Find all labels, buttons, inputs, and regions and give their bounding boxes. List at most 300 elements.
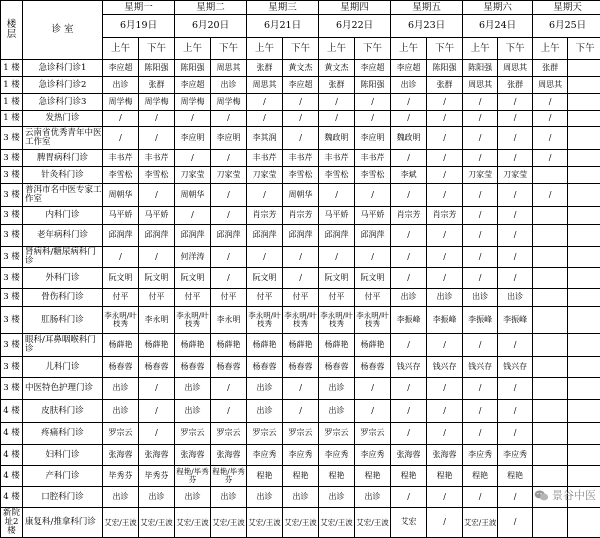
floor-cell: 4 楼 <box>1 466 23 487</box>
doctor-cell: 杨春蓉 <box>139 357 175 378</box>
doctor-cell: / <box>211 150 247 167</box>
department-cell: 急诊科门诊2 <box>23 77 103 94</box>
department-cell: 口腔科门诊 <box>23 487 103 508</box>
doctor-cell: / <box>427 378 463 400</box>
doctor-cell: / <box>463 94 498 111</box>
doctor-cell: 刀家莹 <box>175 167 211 184</box>
doctor-cell: 艾宏/王波 <box>139 508 175 538</box>
floor-cell: 1 楼 <box>1 77 23 94</box>
doctor-cell: 程艳 <box>247 466 283 487</box>
doctor-cell: 张海蓉 <box>211 445 247 466</box>
doctor-cell: 杨春蓉 <box>355 357 391 378</box>
doctor-cell: / <box>211 378 247 400</box>
floor-cell: 3 楼 <box>1 307 23 334</box>
doctor-cell: / <box>283 94 319 111</box>
doctor-cell: 出诊 <box>498 289 533 307</box>
doctor-cell: 李应超 <box>175 77 211 94</box>
weekday-header-row <box>1 1 600 15</box>
department-cell: 眼科/耳鼻咽喉科门诊 <box>23 334 103 357</box>
schedule-row <box>1 150 600 167</box>
doctor-cell: / <box>391 378 427 400</box>
doctor-cell: 周学梅 <box>175 94 211 111</box>
doctor-cell: / <box>533 127 568 150</box>
doctor-cell: 阮文明 <box>319 268 355 289</box>
empty-cell <box>533 445 568 466</box>
doctor-cell: / <box>463 247 498 268</box>
doctor-cell: 邱润萍 <box>355 225 391 247</box>
doctor-cell: / <box>391 487 427 508</box>
doctor-cell: 阮文明 <box>103 268 139 289</box>
date-header: 6月24日 <box>463 15 533 38</box>
doctor-cell: / <box>391 150 427 167</box>
doctor-cell: / <box>247 184 283 207</box>
doctor-cell: / <box>463 423 498 445</box>
afternoon-header: 下午 <box>139 38 175 60</box>
department-cell: 产科门诊 <box>23 466 103 487</box>
doctor-cell: 邱润萍 <box>283 225 319 247</box>
doctor-cell: 马平娇 <box>103 207 139 225</box>
doctor-cell: 杨春蓉 <box>103 357 139 378</box>
empty-cell <box>568 289 600 307</box>
doctor-cell: 出诊 <box>319 487 355 508</box>
empty-cell <box>568 247 600 268</box>
doctor-cell: 李雪松 <box>103 167 139 184</box>
weekday-header: 星期六 <box>463 1 533 15</box>
department-cell: 肛肠科门诊 <box>23 307 103 334</box>
department-cell: 针灸科门诊 <box>23 167 103 184</box>
doctor-cell: 魏政明 <box>319 127 355 150</box>
doctor-cell: / <box>498 184 533 207</box>
doctor-cell: 罗宗云 <box>247 423 283 445</box>
doctor-cell: 马平娇 <box>139 207 175 225</box>
department-cell: 普洱市名中医专家工作室 <box>23 184 103 207</box>
doctor-cell: 付平 <box>283 289 319 307</box>
schedule-row <box>1 307 600 334</box>
empty-cell <box>533 378 568 400</box>
doctor-cell: 付平 <box>139 289 175 307</box>
date-header: 6月23日 <box>391 15 463 38</box>
doctor-cell: 陈阳强 <box>139 60 175 77</box>
doctor-cell: 艾宏/王波 <box>283 508 319 538</box>
department-cell: 儿科门诊 <box>23 357 103 378</box>
doctor-cell: 周朝华 <box>103 184 139 207</box>
doctor-cell: 钱兴存 <box>463 357 498 378</box>
doctor-cell: / <box>463 268 498 289</box>
doctor-cell: 周思其 <box>211 60 247 77</box>
schedule-row <box>1 334 600 357</box>
morning-header: 上午 <box>533 38 568 60</box>
doctor-cell: 出诊 <box>103 400 139 423</box>
doctor-cell: 出诊 <box>355 487 391 508</box>
doctor-cell: 程艳 <box>463 466 498 487</box>
doctor-cell: / <box>391 225 427 247</box>
doctor-cell: 出诊 <box>247 487 283 508</box>
doctor-cell: 张群 <box>247 60 283 77</box>
date-header: 6月22日 <box>319 15 391 38</box>
doctor-cell: 邱润萍 <box>319 225 355 247</box>
doctor-cell: 程艳 <box>498 466 533 487</box>
doctor-cell: 黄文杰 <box>283 60 319 77</box>
doctor-cell: / <box>175 150 211 167</box>
department-cell: 发热门诊 <box>23 111 103 127</box>
doctor-cell: 付平 <box>103 289 139 307</box>
doctor-cell: / <box>139 378 175 400</box>
doctor-cell: 李永明/叶枝秀 <box>355 307 391 334</box>
doctor-cell: 李应秀 <box>283 445 319 466</box>
doctor-cell: / <box>211 268 247 289</box>
doctor-cell: / <box>427 508 463 538</box>
doctor-cell: 陈阳强 <box>463 60 498 77</box>
doctor-cell: / <box>391 334 427 357</box>
doctor-cell: / <box>247 111 283 127</box>
doctor-cell: / <box>283 111 319 127</box>
doctor-cell: / <box>391 400 427 423</box>
doctor-cell: 杨春蓉 <box>319 357 355 378</box>
doctor-cell: / <box>498 207 533 225</box>
floor-cell: 3 楼 <box>1 150 23 167</box>
doctor-cell: 程艳 <box>427 466 463 487</box>
doctor-cell: / <box>463 127 498 150</box>
doctor-cell: 李应超 <box>283 77 319 94</box>
doctor-cell: 刀家莹 <box>247 167 283 184</box>
doctor-cell: 付平 <box>175 289 211 307</box>
doctor-cell: 杨薛艳 <box>211 334 247 357</box>
doctor-cell: 李应超 <box>391 60 427 77</box>
afternoon-header: 下午 <box>427 38 463 60</box>
doctor-cell: 张群 <box>427 77 463 94</box>
doctor-cell: 马平娇 <box>319 207 355 225</box>
doctor-cell: 周朝华 <box>283 184 319 207</box>
doctor-cell: 肖宗芳 <box>391 207 427 225</box>
floor-cell: 4 楼 <box>1 445 23 466</box>
doctor-cell: / <box>427 334 463 357</box>
doctor-cell: / <box>139 127 175 150</box>
doctor-cell: 刀家莹 <box>211 167 247 184</box>
floor-cell: 3 楼 <box>1 207 23 225</box>
doctor-cell: 陈阳强 <box>355 77 391 94</box>
doctor-cell: / <box>103 247 139 268</box>
empty-cell <box>568 445 600 466</box>
empty-cell <box>533 268 568 289</box>
doctor-cell: / <box>175 111 211 127</box>
doctor-cell: 李雪松 <box>139 167 175 184</box>
doctor-cell: / <box>427 127 463 150</box>
doctor-cell: 罗宗云 <box>103 423 139 445</box>
department-cell: 肾病科/糖尿病科门诊 <box>23 247 103 268</box>
doctor-cell: / <box>427 268 463 289</box>
schedule-row <box>1 423 600 445</box>
doctor-cell: / <box>139 423 175 445</box>
doctor-cell: / <box>103 127 139 150</box>
doctor-cell: 杨薛艳 <box>247 334 283 357</box>
empty-cell <box>533 289 568 307</box>
weekday-header: 星期三 <box>247 1 319 15</box>
empty-cell <box>568 77 600 94</box>
doctor-cell: / <box>283 127 319 150</box>
weekday-header: 星期二 <box>175 1 247 15</box>
wechat-icon <box>534 490 549 501</box>
doctor-cell: 程艳 <box>355 466 391 487</box>
doctor-cell: / <box>247 94 283 111</box>
doctor-cell: 张群 <box>498 77 533 94</box>
floor-cell: 3 楼 <box>1 378 23 400</box>
doctor-cell: 罗宗云 <box>355 423 391 445</box>
empty-cell <box>568 307 600 334</box>
empty-cell <box>568 111 600 127</box>
doctor-cell: / <box>427 150 463 167</box>
empty-cell <box>568 268 600 289</box>
doctor-cell: 杨春蓉 <box>211 357 247 378</box>
floor-cell: 3 楼 <box>1 167 23 184</box>
empty-cell <box>568 167 600 184</box>
doctor-cell: / <box>391 247 427 268</box>
doctor-cell: / <box>283 400 319 423</box>
floor-cell: 4 楼 <box>1 423 23 445</box>
doctor-cell: 李振峰 <box>498 307 533 334</box>
date-header: 6月19日 <box>103 15 175 38</box>
doctor-cell: 艾宏 <box>391 508 427 538</box>
doctor-cell: / <box>355 378 391 400</box>
doctor-cell: 李应秀 <box>247 445 283 466</box>
doctor-cell: / <box>139 247 175 268</box>
doctor-cell: 张群 <box>139 77 175 94</box>
department-cell: 脾胃病科门诊 <box>23 150 103 167</box>
department-cell: 中医特色护理门诊 <box>23 378 103 400</box>
doctor-cell: 李斌 <box>391 167 427 184</box>
empty-cell <box>533 207 568 225</box>
doctor-cell: / <box>355 400 391 423</box>
doctor-cell: 罗宗云 <box>319 423 355 445</box>
floor-cell: 1 楼 <box>1 94 23 111</box>
doctor-cell: 艾宏/王波 <box>355 508 391 538</box>
doctor-cell: 出诊 <box>463 289 498 307</box>
doctor-cell: 艾宏/王波 <box>463 508 498 538</box>
doctor-cell: 艾宏/王波 <box>319 508 355 538</box>
empty-cell <box>568 150 600 167</box>
doctor-cell: / <box>139 184 175 207</box>
doctor-cell: / <box>463 487 498 508</box>
floor-cell: 3 楼 <box>1 247 23 268</box>
doctor-cell: 出诊 <box>391 77 427 94</box>
doctor-cell: / <box>319 247 355 268</box>
doctor-cell: 出诊 <box>175 378 211 400</box>
department-cell: 疼痛科门诊 <box>23 423 103 445</box>
empty-cell <box>568 207 600 225</box>
doctor-cell: / <box>463 150 498 167</box>
department-cell: 云南省优秀青年中医工作室 <box>23 127 103 150</box>
doctor-cell: 出诊 <box>247 400 283 423</box>
schedule-row <box>1 357 600 378</box>
doctor-cell: 出诊 <box>319 378 355 400</box>
afternoon-header: 下午 <box>211 38 247 60</box>
doctor-cell: 程艳 <box>391 466 427 487</box>
doctor-cell: 周学梅 <box>139 94 175 111</box>
doctor-cell: / <box>498 247 533 268</box>
doctor-cell: / <box>533 111 568 127</box>
doctor-cell: / <box>427 94 463 111</box>
doctor-cell: / <box>463 378 498 400</box>
morning-header: 上午 <box>463 38 498 60</box>
department-cell: 内科门诊 <box>23 207 103 225</box>
schedule-row <box>1 94 600 111</box>
doctor-cell: / <box>391 184 427 207</box>
empty-cell <box>533 508 568 538</box>
schedule-row <box>1 127 600 150</box>
doctor-cell: / <box>355 111 391 127</box>
schedule-row <box>1 400 600 423</box>
doctor-cell: / <box>427 184 463 207</box>
watermark <box>534 487 596 503</box>
doctor-cell: 陈阳强 <box>175 60 211 77</box>
doctor-cell: 李永明/叶枝秀 <box>319 307 355 334</box>
doctor-cell: / <box>247 247 283 268</box>
department-cell: 外科门诊 <box>23 268 103 289</box>
doctor-cell: 付平 <box>319 289 355 307</box>
doctor-cell: / <box>283 247 319 268</box>
schedule-row <box>1 225 600 247</box>
doctor-cell: 罗宗云 <box>283 423 319 445</box>
doctor-cell: / <box>427 487 463 508</box>
doctor-cell: 周思其 <box>247 77 283 94</box>
doctor-cell: / <box>498 111 533 127</box>
doctor-cell: / <box>498 487 533 508</box>
doctor-cell: / <box>498 400 533 423</box>
weekday-header: 星期一 <box>103 1 175 15</box>
schedule-row <box>1 111 600 127</box>
doctor-cell: 肖宗芳 <box>427 207 463 225</box>
doctor-cell: / <box>391 111 427 127</box>
doctor-cell: 李应超 <box>103 60 139 77</box>
doctor-cell: 出诊 <box>319 400 355 423</box>
doctor-cell: / <box>355 184 391 207</box>
doctor-cell: 李永明/叶枝秀 <box>175 307 211 334</box>
doctor-cell: 出诊 <box>247 378 283 400</box>
doctor-cell: 李振峰 <box>427 307 463 334</box>
doctor-cell: 丰书芹 <box>139 150 175 167</box>
floor-cell: 3 楼 <box>1 127 23 150</box>
doctor-cell: / <box>498 94 533 111</box>
doctor-cell: 阮文明 <box>175 268 211 289</box>
floor-cell: 3 楼 <box>1 334 23 357</box>
doctor-cell: / <box>355 94 391 111</box>
doctor-cell: / <box>463 225 498 247</box>
schedule-row <box>1 167 600 184</box>
schedule-body <box>1 60 600 538</box>
department-cell: 妇科门诊 <box>23 445 103 466</box>
floor-header: 楼 层 <box>1 1 23 60</box>
doctor-cell: / <box>139 400 175 423</box>
doctor-cell: 程艳 <box>319 466 355 487</box>
morning-header: 上午 <box>175 38 211 60</box>
doctor-cell: 杨春蓉 <box>247 357 283 378</box>
floor-cell: 3 楼 <box>1 184 23 207</box>
doctor-cell: 出诊 <box>391 289 427 307</box>
doctor-cell: 丰书芹 <box>103 150 139 167</box>
watermark-text: 景谷中医 <box>552 487 596 503</box>
doctor-cell: 丰书芹 <box>247 150 283 167</box>
doctor-cell: 杨薛艳 <box>355 334 391 357</box>
schedule-row <box>1 60 600 77</box>
doctor-cell: / <box>498 334 533 357</box>
doctor-cell: 张海蓉 <box>427 445 463 466</box>
morning-header: 上午 <box>103 38 139 60</box>
schedule-row <box>1 445 600 466</box>
doctor-cell: 张海蓉 <box>103 445 139 466</box>
doctor-cell: 何洋涛 <box>175 247 211 268</box>
floor-cell: 3 楼 <box>1 289 23 307</box>
schedule-row <box>1 487 600 508</box>
doctor-cell: 李应秀 <box>319 445 355 466</box>
schedule-row <box>1 466 600 487</box>
doctor-cell: / <box>498 268 533 289</box>
doctor-cell: 邱润萍 <box>175 225 211 247</box>
date-header: 6月20日 <box>175 15 247 38</box>
doctor-cell: / <box>319 94 355 111</box>
doctor-cell: 李永明/叶枝秀 <box>283 307 319 334</box>
doctor-cell: 李永明 <box>211 307 247 334</box>
doctor-cell: 周思其 <box>463 77 498 94</box>
doctor-cell: / <box>427 400 463 423</box>
doctor-cell: 李雪松 <box>283 167 319 184</box>
department-cell: 老年病科门诊 <box>23 225 103 247</box>
doctor-cell: 周思其 <box>498 60 533 77</box>
doctor-cell: 付平 <box>247 289 283 307</box>
department-cell: 康复科/推拿科门诊 <box>23 508 103 538</box>
doctor-cell: / <box>211 400 247 423</box>
doctor-cell: 张群 <box>319 77 355 94</box>
doctor-cell: 邱润萍 <box>103 225 139 247</box>
doctor-cell: 丰书芹 <box>355 150 391 167</box>
doctor-cell: / <box>427 225 463 247</box>
floor-cell: 新院址2楼 <box>1 508 23 538</box>
empty-cell <box>568 60 600 77</box>
doctor-cell: 刀家莹 <box>498 167 533 184</box>
afternoon-header: 下午 <box>355 38 391 60</box>
floor-cell: 1 楼 <box>1 60 23 77</box>
doctor-cell: / <box>427 167 463 184</box>
empty-cell <box>568 466 600 487</box>
empty-cell <box>533 400 568 423</box>
weekday-header: 星期五 <box>391 1 463 15</box>
doctor-cell: 出诊 <box>283 487 319 508</box>
doctor-cell: 出诊 <box>103 77 139 94</box>
empty-cell <box>533 167 568 184</box>
afternoon-header: 下午 <box>498 38 533 60</box>
schedule-row <box>1 508 600 538</box>
doctor-cell: 丰书芹 <box>319 150 355 167</box>
doctor-cell: 李永明/叶枝秀 <box>247 307 283 334</box>
doctor-cell: / <box>463 184 498 207</box>
doctor-cell: 李振峰 <box>463 307 498 334</box>
doctor-cell: 出诊 <box>427 289 463 307</box>
doctor-cell: 杨春蓉 <box>175 357 211 378</box>
empty-cell <box>533 334 568 357</box>
doctor-cell: 杨薛艳 <box>175 334 211 357</box>
schedule-row <box>1 289 600 307</box>
doctor-cell: 肖宗芳 <box>283 207 319 225</box>
doctor-cell: 杨薛艳 <box>319 334 355 357</box>
doctor-cell: 阮文明 <box>139 268 175 289</box>
doctor-cell: / <box>533 150 568 167</box>
doctor-cell: 周学梅 <box>211 94 247 111</box>
date-header: 6月25日 <box>533 15 600 38</box>
doctor-cell: 李应明 <box>355 127 391 150</box>
morning-header: 上午 <box>247 38 283 60</box>
doctor-cell: / <box>319 111 355 127</box>
empty-cell <box>568 508 600 538</box>
doctor-cell: 周学梅 <box>103 94 139 111</box>
empty-cell <box>568 127 600 150</box>
